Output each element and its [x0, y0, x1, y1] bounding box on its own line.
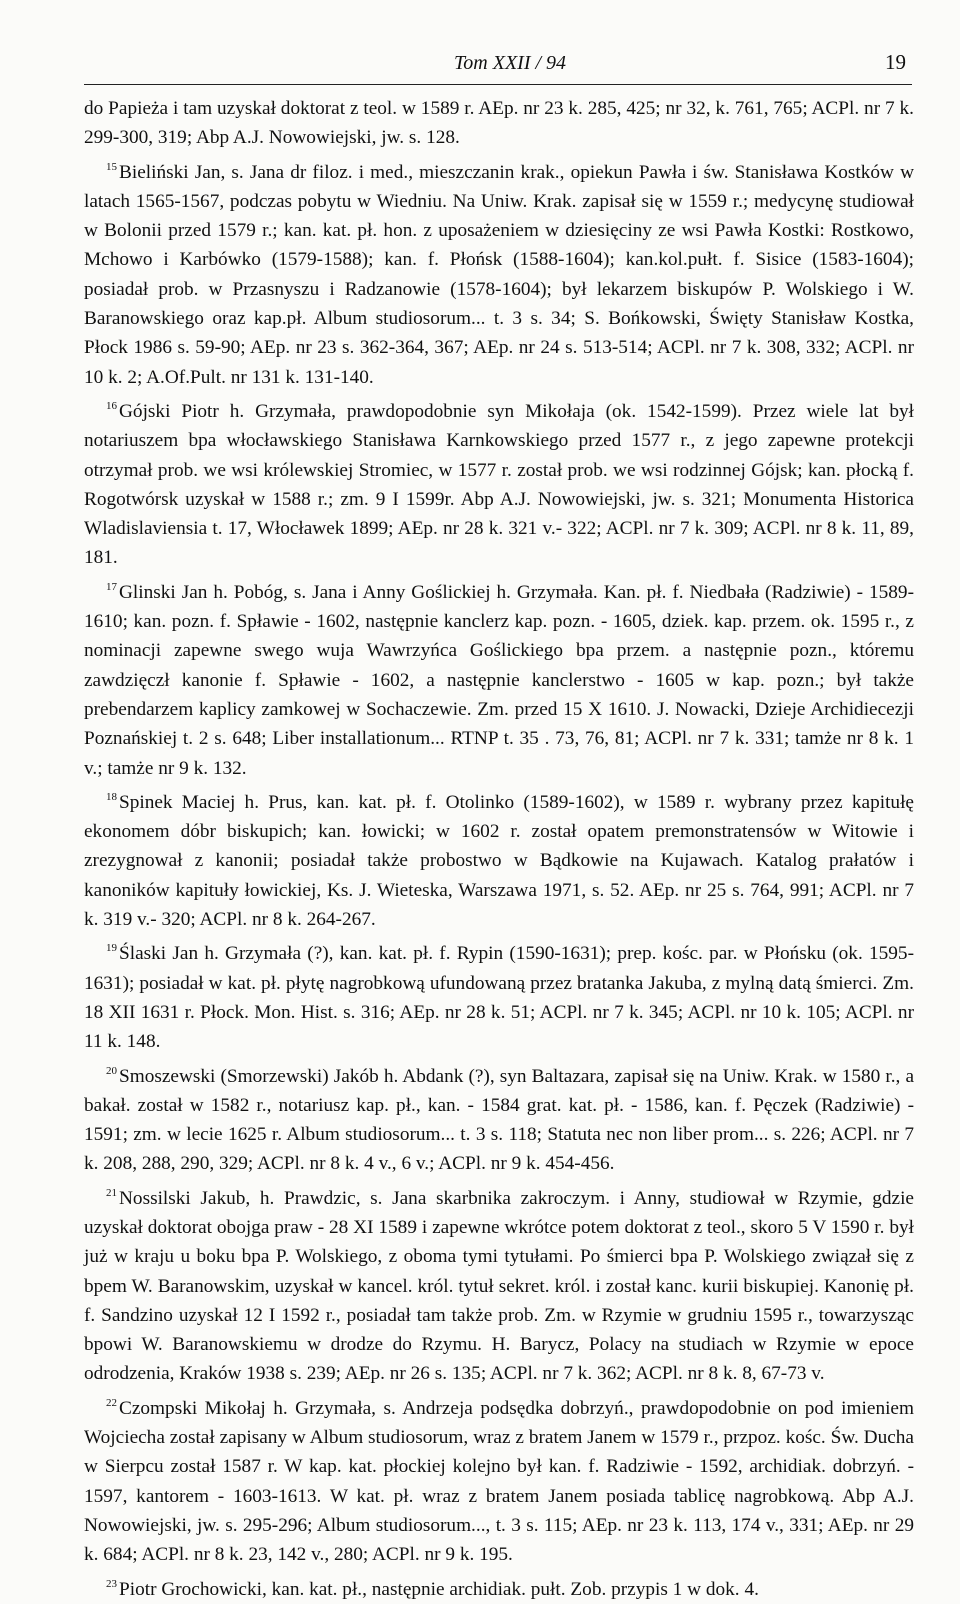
footnote-15: [84, 153, 914, 392]
page-number: 19: [885, 50, 906, 74]
footnote-text: Smoszewski (Smorzewski) Jakób h. Abdank (?), syn Baltazara, zapisał się na Uniw. Krak. w 1580 r., a bakał. został w 1582 r., notariusz kap. pł., kan. - 1584 grat. kat. pł. - 1586, kan. f. Pęczek (Radziwie) - 1591; zm. w lecie 1625 r. Album studiosorum... t. 3 s. 118; Statuta nec non liber prom... s. 226; ACPl. nr 7 k. 208, 288, 290, 329; ACPl. nr 8 k. 4 v., 6 v.; ACPl. nr 9 k. 454-456.: [84, 1065, 914, 1175]
footnote-16: [84, 392, 914, 573]
footnote-22: [84, 1389, 914, 1570]
footnote-mark: 21: [106, 1186, 117, 1199]
footnote-text: Piotr Grochowicki, kan. kat. pł., następnie archidiak. pułt. Zob. przypis 1 w dok. 4.: [119, 1578, 759, 1600]
footnote-mark: 20: [106, 1064, 117, 1077]
footnote-mark: 22: [106, 1396, 117, 1409]
footnote-text: Gójski Piotr h. Grzymała, prawdopodobnie syn Mikołaja (ok. 1542-1599). Przez wiele lat był notariuszem bpa włocławskiego Stanisława Karnkowskiego przed 1577 r., z jego zapewne protekcji otrzymał prob. we wsi królewskiej Stromiec, w 1577 r. został prob. we wsi rodzinnej Gójsk; kan. płocką f. Rogotwórsk uzyskał w 1588 r.; zm. 9 I 1599r. Abp A.J. Nowowiejski, jw. s. 321; Monumenta Historica Wladislaviensia t. 17, Włocławek 1899; AEp. nr 28 k. 321 v.- 322; ACPl. nr 7 k. 309; ACPl. nr 8 k. 11, 89, 181.: [84, 400, 914, 569]
footnote-mark: 19: [106, 942, 117, 955]
footnote-text: Glinski Jan h. Pobóg, s. Jana i Anny Goślickiej h. Grzymała. Kan. pł. f. Niedbała (Radziwie) - 1589-1610; kan. pozn. f. Spławie - 1602, następnie kanclerz kap. pozn. - 1605, dziek. kap. przem. ok. 1595 r., z nominacji zapewne swego wuja Wawrzyńca Goślickiego bpa przem. a następnie pozn., któremu zawdzięczł kanonie f. Spławie - 1602, a następnie kanclerstwo - 1605 w kap. pozn.; był także prebendarzem kaplicy zamkowej w Sochaczewie. Zm. przed 15 X 1610. J. Nowacki, Dzieje Archidiecezji Poznańskiej t. 2 s. 648; Liber installationum... RTNP t. 35 . 73, 76, 81; ACPl. nr 7 k. 331; tamże nr 8 k. 1 v.; tamże nr 9 k. 132.: [84, 581, 914, 779]
footnote-text: Czompski Mikołaj h. Grzymała, s. Andrzeja podsędka dobrzyń., prawdopodobnie on pod imieniem Wojciecha został zapisany w Album studiosorum, wraz z bratem Janem w 1579 r., przpoz. kośc. Św. Ducha w Sierpcu został 1587 r. W kap. kat. płockiej kolejno był kan. f. Radziwie - 1592, archidiak. dobrzyń. - 1597, kantorem - 1603-1613. W kat. pł. wraz z bratem Janem posiada tablicę nagrobkową. Abp A.J. Nowowiejski, jw. s. 295-296; Album studiosorum..., t. 3 s. 115; AEp. nr 23 k. 113, 174 v., 331; AEp. nr 29 k. 684; ACPl. nr 8 k. 23, 142 v., 280; ACPl. nr 9 k. 195.: [84, 1397, 914, 1566]
footnote-mark: 23: [106, 1577, 117, 1590]
footnote-mark: 16: [106, 399, 117, 412]
footnote-18: [84, 783, 914, 934]
footnote-text: Spinek Maciej h. Prus, kan. kat. pł. f. Otolinko (1589-1602), w 1589 r. wybrany przez kapitułę ekonomem dóbr biskupich; kan. łowicki; w 1602 r. został opatem premonstratensów w Witowie i zrezygnował z kanonii; posiadał także probostwo w Bądkowie na Kujawach. Katalog prałatów i kanoników kapituły łowickiej, Ks. J. Wieteska, Warszawa 1971, s. 52. AEp. nr 25 s. 764, 991; ACPl. nr 7 k. 319 v.- 320; ACPl. nr 8 k. 264-267.: [84, 791, 914, 931]
footnote-21: [84, 1179, 914, 1389]
footnote-19: [84, 934, 914, 1056]
footnote-text: Nossilski Jakub, h. Prawdzic, s. Jana skarbnika zakroczym. i Anny, studiował w Rzymie, gdzie uzyskał doktorat obojga praw - 28 XI 1589 i zapewne wkrótce potem doktorat z teol., skoro 5 V 1590 r. był już w kraju u boku bpa P. Wolskiego, z oboma tymi tytułami. Po śmierci bpa P. Wolskiego związał się z bpem W. Baranowskim, uzyskał w kancel. król. tytuł sekret. król. i został kanc. kurii biskupiej. Kanonię pł. f. Sandzino uzyskał 12 I 1592 r., posiadał tam także prob. Zm. w Rzymie w grudniu 1595 r., towarzysząc bpowi W. Baranowskiemu w drodze do Rzymu. H. Barycz, Polacy na studiach w Rzymie w epoce odrodzenia, Kraków 1938 s. 239; AEp. nr 26 s. 135; ACPl. nr 7 k. 362; ACPl. nr 8 k. 8, 67-73 v.: [84, 1187, 914, 1385]
running-head: Tom XXII / 94: [454, 52, 567, 74]
page-header: [84, 48, 912, 85]
footnote-text: Ślaski Jan h. Grzymała (?), kan. kat. pł. f. Rypin (1590-1631); prep. kośc. par. w Płońsku (ok. 1595-1631); posiadał w kat. pł. płytę nagrobkową ufundowaną przez bratanka Jakuba, z mylną datą śmierci. Zm. 18 XII 1631 r. Płock. Mon. Hist. s. 316; AEp. nr 28 k. 51; ACPl. nr 7 k. 345; ACPl. nr 10 k. 105; ACPl. nr 11 k. 148.: [84, 943, 914, 1053]
footnote-17: [84, 573, 914, 783]
footnote-mark: 18: [106, 790, 117, 803]
footnotes-body: [84, 94, 914, 1604]
footnote-mark: 17: [106, 580, 117, 593]
footnote-text: Bieliński Jan, s. Jana dr filoz. i med., mieszczanin krak., opiekun Pawła i św. Stanisława Kostków w latach 1565-1567, podczas pobytu w Wiedniu. Na Uniw. Krak. zapisał się w 1559 r.; medycynę studiował w Bolonii przed 1579 r.; kan. kat. pł. hon. z uposażeniem w dziesięciny ze wsi Pawła Kostki: Rostkowo, Mchowo i Karbówko (1579-1588); kan. f. Płońsk (1588-1604); kan.kol.pułt. f. Sisice (1583-1604); posiadał prob. w Przasnyszu i Radzanowie (1578-1604); był lekarzem biskupów P. Wolskiego i W. Baranowskiego oraz kap.pł. Album studiosorum... t. 3 s. 34; S. Bońkowski, Święty Stanisław Kostka, Płock 1986 s. 59-90; AEp. nr 23 s. 362-364, 367; AEp. nr 24 s. 513-514; ACPl. nr 7 k. 308, 332; ACPl. nr 10 k. 2; A.Of.Pult. nr 131 k. 131-140.: [84, 161, 914, 388]
footnote-mark: 15: [106, 160, 117, 173]
footnote-continuation: do Papieża i tam uzyskał doktorat z teol. w 1589 r. AEp. nr 23 k. 285, 425; nr 32, k. 761, 765; ACPl. nr 7 k. 299-300, 319; Abp A.J. Nowowiejski, jw. s. 128.: [84, 98, 914, 149]
footnote-20: [84, 1057, 914, 1179]
footnote-23: [84, 1570, 914, 1604]
